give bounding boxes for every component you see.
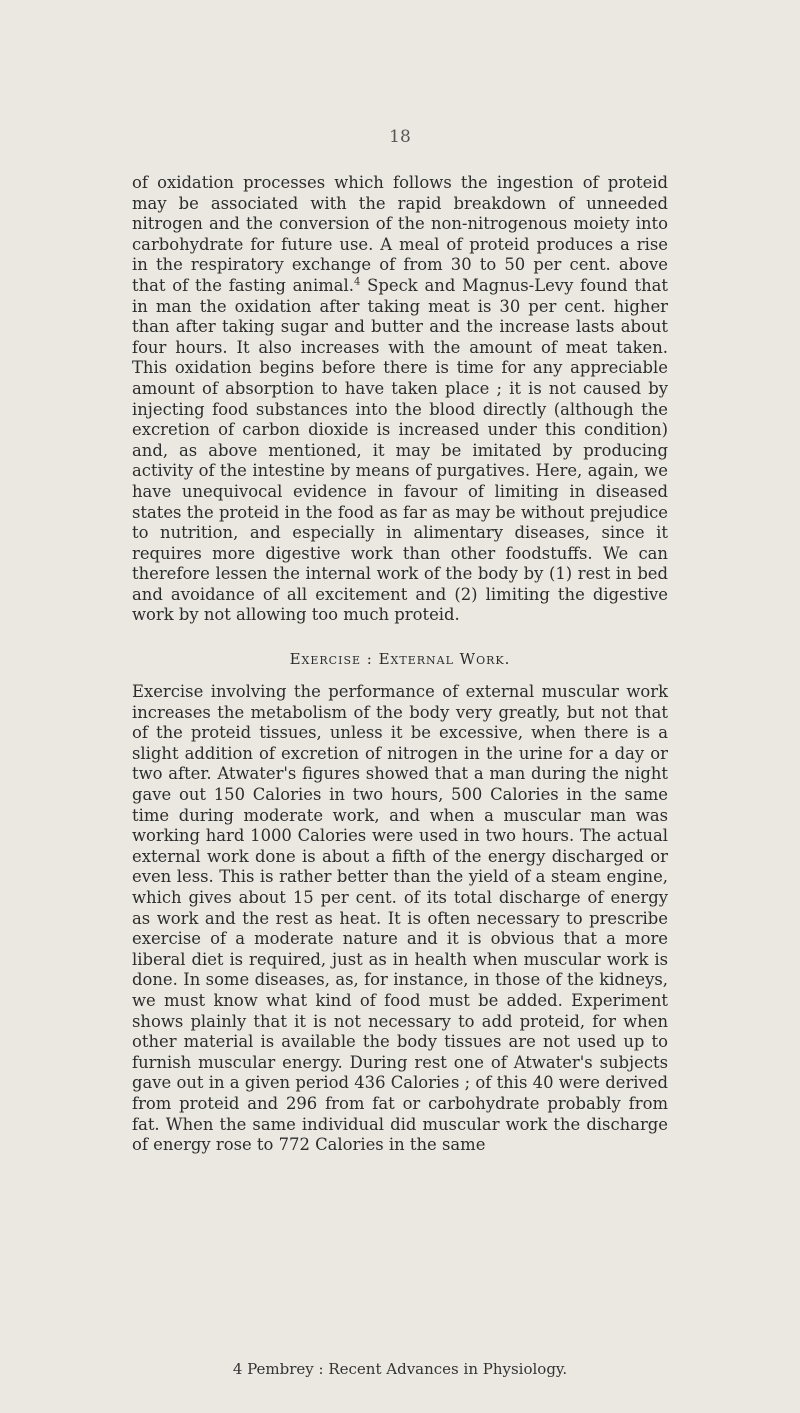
section-heading: Exercise : External Work.	[289, 650, 511, 669]
paragraph-oxidation-text: of oxidation processes which follows the ingestion of proteid may be associated with the rapid breakdown of unneeded nitrogen and the conversion of the non-nitrogenous moiety into carbohydrate for future use. A meal of proteid produces a rise in the respiratory exchange of from 30 to 50 per cent. above that of the fasting animal.	[132, 173, 668, 295]
footnote: 4 Pembrey : Recent Advances in Physiology.	[232, 1360, 568, 1378]
page-body	[132, 173, 668, 1156]
paragraph-oxidation-continued: Speck and Magnus-Levy found that in man the oxidation after taking meat is 30 per cent. higher than after taking sugar and butter and the increase lasts about four hours. It also increases with the amount of meat taken. This oxidation begins before there is time for any appreciable amount of absorption to have taken place ; it is not caused by injecting food substances into the blood directly (although the excretion of carbon dioxide is increased under this condition) and, as above mentioned, it may be imitated by producing activity of the intestine by means of purgatives. Here, again, we have unequivocal evidence in favour of limiting in diseased states the proteid in the food as far as may be without prejudice to nutrition, and especially in alimentary diseases, since it requires more digestive work than other foodstuffs. We can therefore lessen the internal work of the body by (1) rest in bed and avoidance of all excitement and (2) limiting the digestive work by not allowing too much proteid.	[132, 275, 668, 625]
paragraph-oxidation	[132, 173, 668, 626]
page-number: 18	[389, 127, 411, 147]
footnote-reference: 4	[353, 276, 361, 288]
paragraph-exercise: Exercise involving the performance of external muscular work increases the metabolism of the body very greatly, but not that of the proteid tissues, unless it be excessive, when there is a slight addition of excretion of nitrogen in the urine for a day or two after. Atwater's figures showed that a man during the night gave out 150 Calories in two hours, 500 Calories in the same time during moderate work, and when a muscular man was working hard 1000 Calories were used in two hours. The actual external work done is about a fifth of the energy discharged or even less. This is rather better than the yield of a steam engine, which gives about 15 per cent. of its total discharge of energy as work and the rest as heat. It is often necessary to prescribe exercise of a moderate nature and it is obvious that a more liberal diet is required, just as in health when muscular work is done. In some diseases, as, for instance, in those of the kidneys, we must know what kind of food must be added. Experiment shows plainly that it is not necessary to add proteid, for when other material is available the body tissues are not used up to furnish muscular energy. During rest one of Atwater's subjects gave out in a given period 436 Calories ; of this 40 were derived from proteid and 296 from fat or carbohydrate probably from fat. When the same individual did muscular work the discharge of energy rose to 772 Calories in the same	[132, 682, 668, 1155]
